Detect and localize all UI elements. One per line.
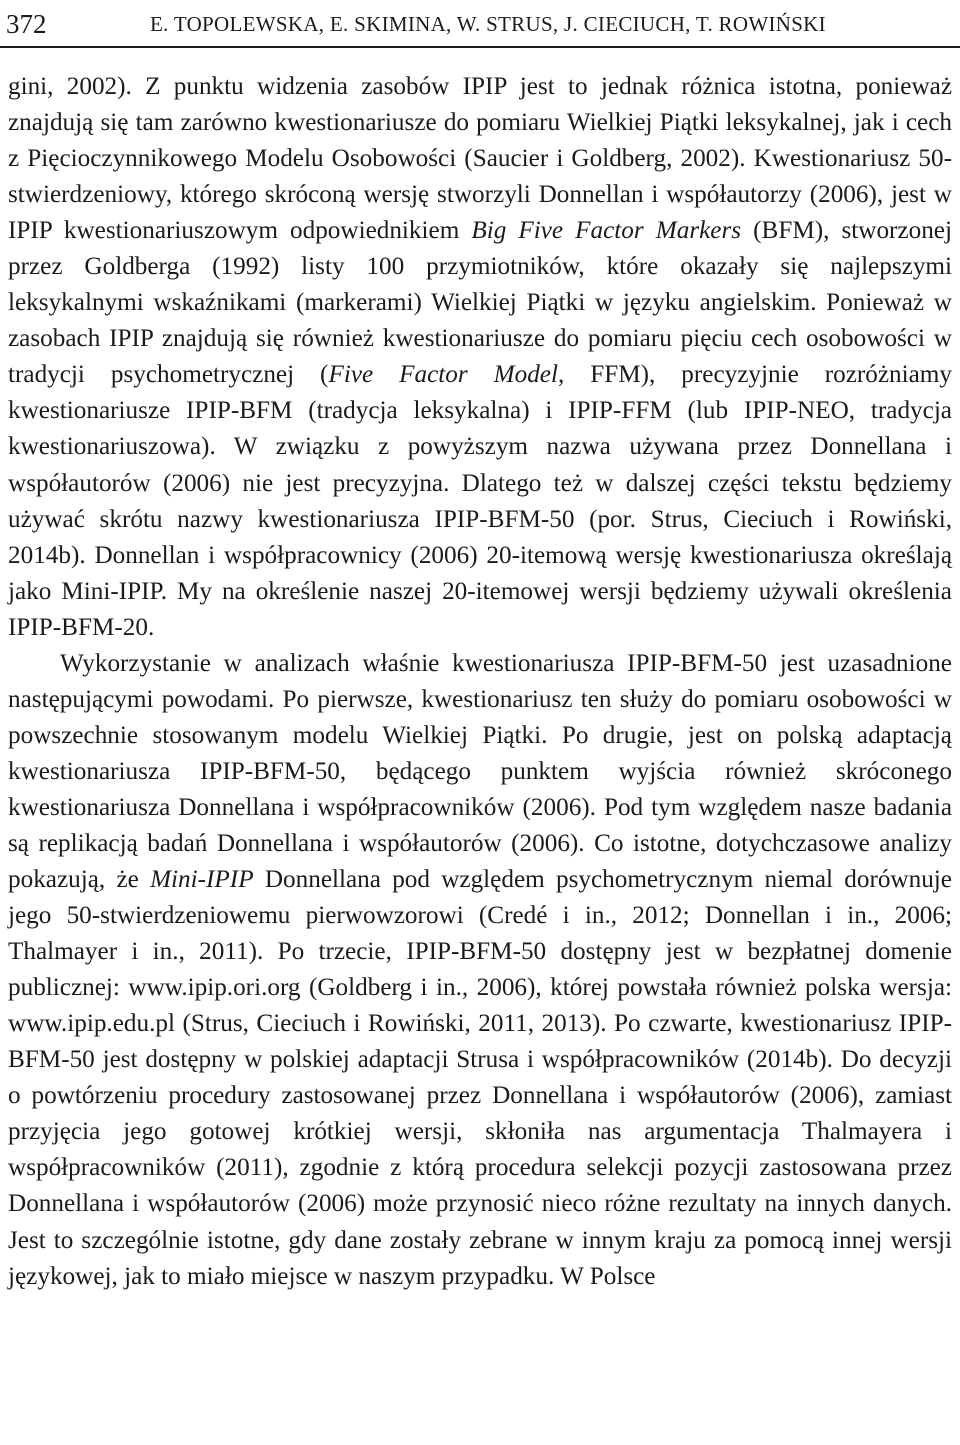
page-header <box>0 0 960 50</box>
italic-term: Five Factor Model <box>328 361 558 389</box>
page-number: 372 <box>6 9 47 39</box>
text-run: Donnellana pod względem psychometrycznym niemal dorównuje jego 50-stwierdzeniowemu pierwowzorowi (Credé i in., 2012; Donnellan i in., 2006; Thalmayer i in., 2011). Po trzecie, IPIP-BFM-50 dostępny jest w bezpłatnej domenie publicznej: www.ipip.ori.org (Goldberg i in., 2006), której powstała również polska wersja: www.ipip.edu.pl (Strus, Cieciuch i Rowiński, 2011, 2013). Po czwarte, kwestionariusz IPIP-BFM-50 jest dostępny w polskiej adaptacji Strusa i współpracowników (2014b). Do decyzji o powtórzeniu procedury zastosowanej przez Donnellana i współautorów (2006), zamiast przyjęcia jego gotowej krótkiej wersji, skłoniła nas argumentacja Thalmayera i współpracowników (2011), zgodnie z którą procedura selekcji pozycji zastosowana przez Donnellana i współautorów (2006) może przynosić nieco różne rezultaty na innych danych. Jest to szczególnie istotne, gdy dane zostały zebrane w innym kraju za pomocą innej wersji językowej, jak to miało miejsce w naszym przypadku. W Polsce <box>8 866 952 1290</box>
italic-term: Big Five Factor Markers <box>471 217 742 245</box>
paragraph <box>8 646 952 1295</box>
header-rule <box>0 46 960 48</box>
text-run: Wykorzystanie w analizach właśnie kwestionariusza IPIP-BFM-50 jest uzasadnione następującymi powodami. Po pierwsze, kwestionariusz ten służy do pomiaru osobowości w powszechnie stosowanym modelu Wielkiej Piątki. Po drugie, jest on polską adaptacją kwestionariusza IPIP-BFM-50, będącego punktem wyjścia również skróconego kwestionariusza Donnellana i współpracowników (2006). Pod tym względem nasze badania są replikacją badań Donnellana i współautorów (2006). Co istotne, dotychczasowe analizy pokazują, że <box>8 649 952 894</box>
running-head-authors: E. TOPOLEWSKA, E. SKIMINA, W. STRUS, J. CIECIUCH, T. ROWIŃSKI <box>150 12 826 36</box>
text-run: , FFM), precyzyjnie rozróżniamy kwestionariusze IPIP-BFM (tradycja leksykalna) i IPIP-FFM (lub IPIP-NEO, tradycja kwestionariuszowa). W związku z powyższym nazwa używana przez Donnellana i współautorów (2006) nie jest precyzyjna. Dlatego też w dalszej części tekstu będziemy używać skrótu nazwy kwestionariusza IPIP-BFM-50 (por. Strus, Cieciuch i Rowiński, 2014b). Donnellan i współpracownicy (2006) 20-itemową wersję kwestionariusza określają jako Mini-IPIP. My na określenie naszej 20-itemowej wersji będziemy używali określenia IPIP-BFM-20. <box>8 361 952 641</box>
body-text <box>8 69 952 1295</box>
text-run: gini, 2002). Z punktu widzenia zasobów IPIP jest to jednak różnica istotna, ponieważ znajdują się tam zarówno kwestionariusze do pomiaru Wielkiej Piątki leksykalnej, jak i cech z Pięcioczynnikowego Modelu Osobowości (Saucier i Goldberg, 2002). Kwestionariusz 50-stwierdzeniowy, którego skróconą wersję stworzyli Donnellan i współautorzy (2006), jest w IPIP kwestionariuszowym odpowiednikiem <box>8 73 952 245</box>
paragraph <box>8 69 952 646</box>
italic-term: Mini-IPIP <box>150 866 254 894</box>
text-run: (BFM), stworzonej przez Goldberga (1992) listy 100 przymiotników, które okazały się najlepszymi leksykalnymi wskaźnikami (markerami) Wielkiej Piątki w języku angielskim. Ponieważ w zasobach IPIP znajdują się również kwestionariusze do pomiaru pięciu cech osobowości w tradycji psychometrycznej ( <box>8 217 952 389</box>
